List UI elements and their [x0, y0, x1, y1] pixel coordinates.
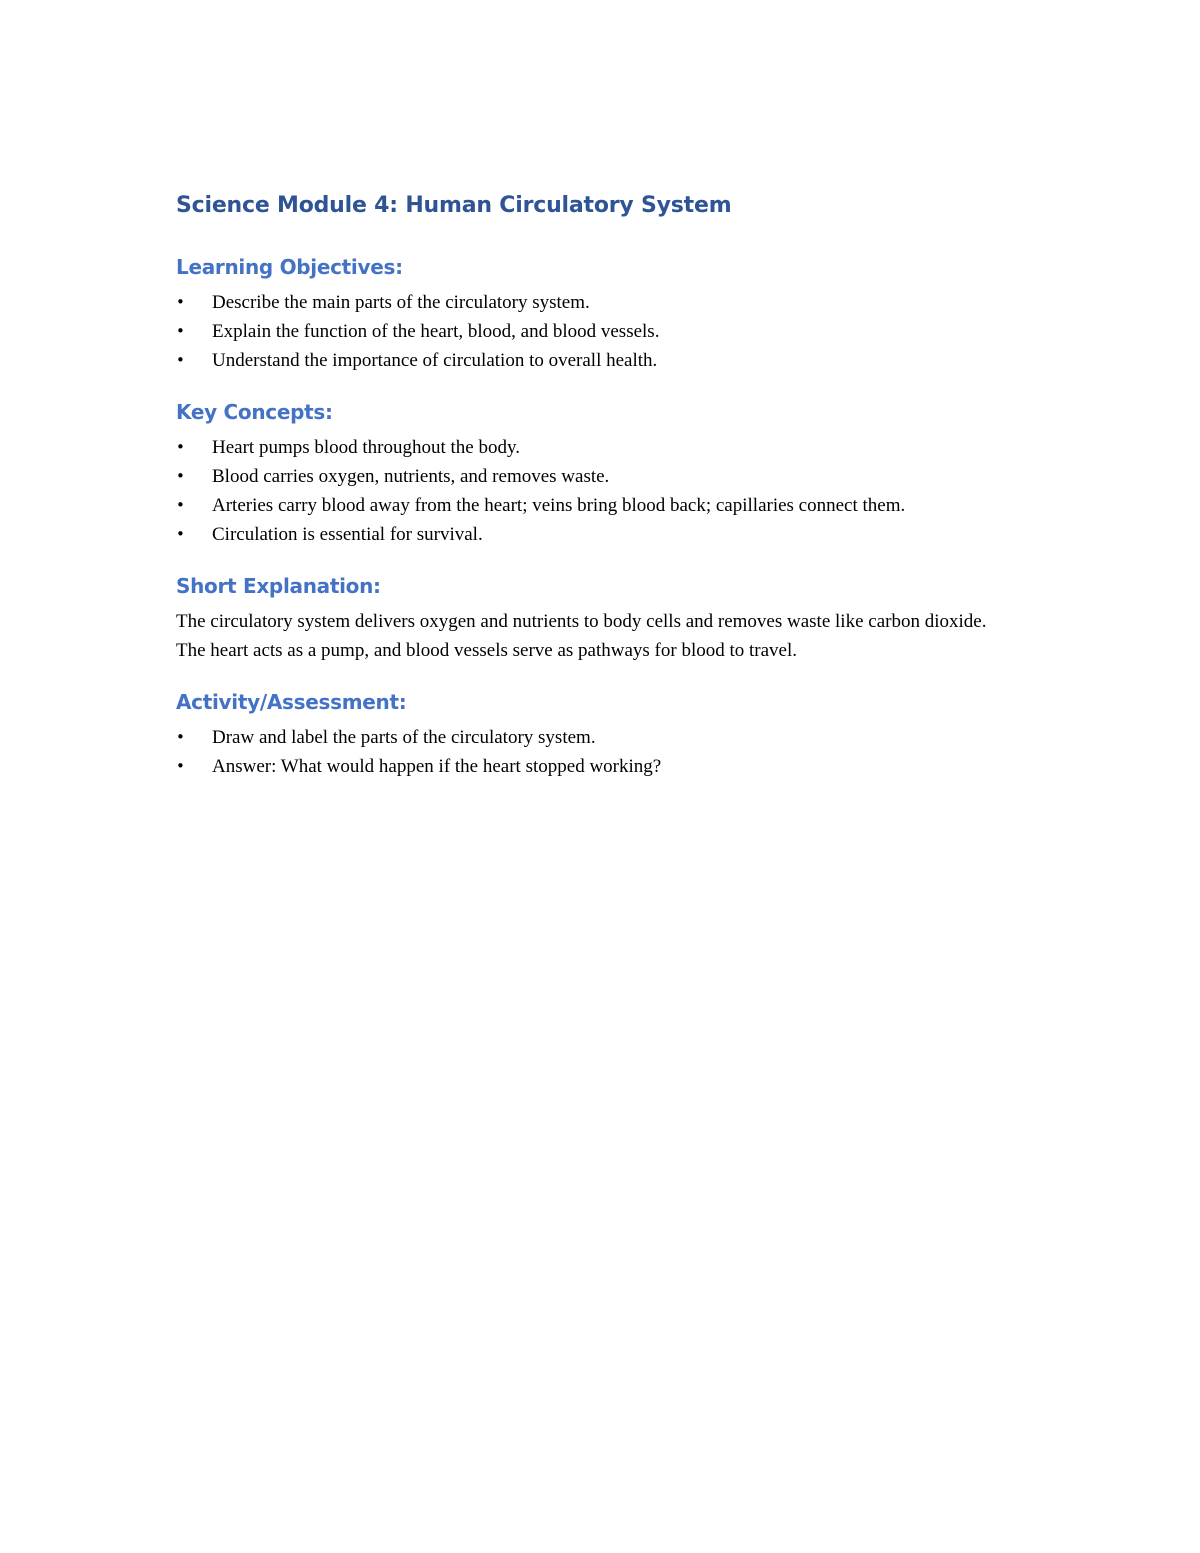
bullet-icon: •: [176, 293, 185, 311]
list-item: [176, 723, 1032, 752]
learning-objectives-section: [176, 252, 1036, 375]
explanation-paragraph: The circulatory system delivers oxygen and nutrients to body cells and removes waste like carbon dioxide. The heart acts as a pump, and blood vessels serve as pathways for blood to travel.: [176, 611, 987, 661]
list-item: [176, 433, 1032, 462]
short-explanation-section: [176, 571, 1036, 665]
list-item-text: Understand the importance of circulation to overall health.: [212, 350, 658, 371]
key-concepts-section: [176, 397, 1036, 549]
list-item: [176, 462, 1032, 491]
bullet-list: [176, 433, 1036, 549]
list-item: [176, 346, 1032, 375]
bullet-list: [176, 288, 1036, 375]
section-heading: Activity/Assessment:: [176, 690, 407, 714]
activity-assessment-section: [176, 687, 1036, 781]
section-heading: Short Explanation:: [176, 574, 381, 598]
list-item-text: Heart pumps blood throughout the body.: [212, 437, 521, 458]
document-title: Science Module 4: Human Circulatory System: [176, 193, 732, 218]
list-item: [176, 752, 1032, 781]
section-heading: Learning Objectives:: [176, 255, 403, 279]
bullet-icon: •: [176, 351, 185, 369]
list-item-text: Arteries carry blood away from the heart; veins bring blood back; capillaries connect them.: [212, 495, 906, 516]
bullet-icon: •: [176, 438, 185, 456]
bullet-icon: •: [176, 757, 185, 775]
list-item: [176, 491, 1032, 520]
bullet-list: [176, 723, 1036, 781]
section-heading: Key Concepts:: [176, 400, 333, 424]
list-item-text: Explain the function of the heart, blood, and blood vessels.: [212, 321, 660, 342]
list-item: [176, 520, 1032, 549]
bullet-icon: •: [176, 496, 185, 514]
list-item: [176, 317, 1032, 346]
bullet-icon: •: [176, 525, 185, 543]
list-item: [176, 288, 1032, 317]
list-item-text: Circulation is essential for survival.: [212, 524, 483, 545]
list-item-text: Describe the main parts of the circulatory system.: [212, 292, 590, 313]
bullet-icon: •: [176, 467, 185, 485]
bullet-icon: •: [176, 728, 185, 746]
document-page: [176, 190, 1036, 803]
list-item-text: Draw and label the parts of the circulatory system.: [212, 727, 596, 748]
list-item-text: Blood carries oxygen, nutrients, and removes waste.: [212, 466, 610, 487]
list-item-text: Answer: What would happen if the heart stopped working?: [212, 756, 662, 777]
bullet-icon: •: [176, 322, 185, 340]
